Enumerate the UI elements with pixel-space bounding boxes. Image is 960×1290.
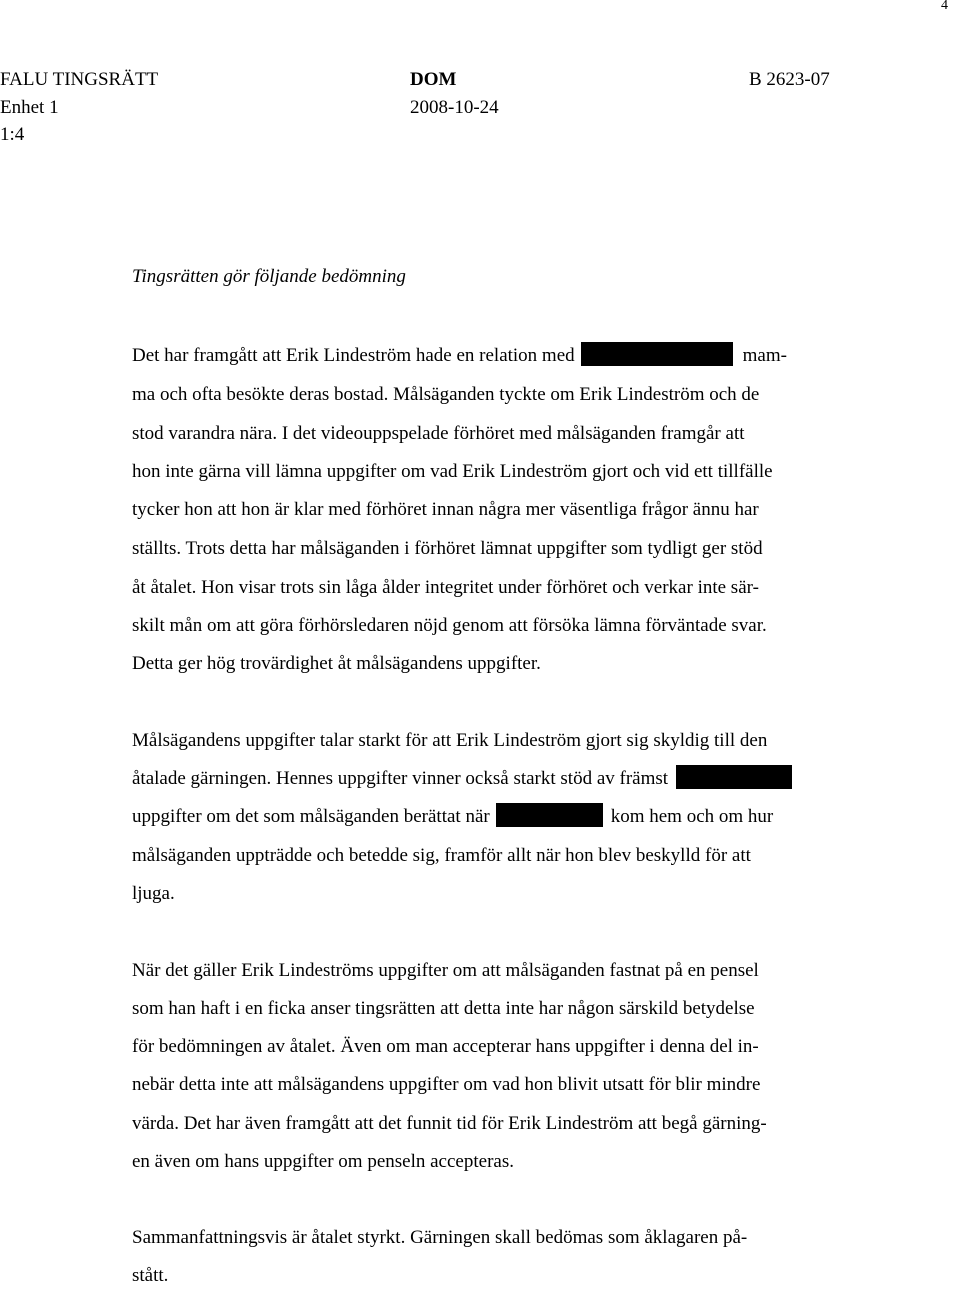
redaction-block: [496, 803, 603, 827]
body-line: nebär detta inte att målsägandens uppgifter om vad hon blivit utsatt för blir mindre: [132, 1074, 761, 1095]
text-segment: mam-: [742, 345, 787, 366]
case-number: B 2623-07: [749, 69, 830, 90]
court-name: FALU TINGSRÄTT: [0, 69, 159, 90]
redaction-block: [581, 342, 733, 366]
document-type: DOM: [410, 69, 457, 90]
body-line: ställts. Trots detta har målsäganden i förhöret lämnat uppgifter som tydligt ger stöd: [132, 538, 763, 559]
page-number: 4: [941, 0, 948, 13]
document-date: 2008-10-24: [410, 97, 499, 118]
body-line: Detta ger hög trovärdighet åt målsägandens uppgifter.: [132, 653, 541, 674]
body-line: stod varandra nära. I det videouppspelade förhöret med målsäganden framgår att: [132, 423, 745, 444]
text-segment: Det har framgått att Erik Lindeström hade en relation med: [132, 345, 575, 366]
text-segment: kom hem och om hur: [610, 806, 774, 827]
body-line: stått.: [132, 1265, 169, 1286]
body-line: för bedömningen av åtalet. Även om man accepterar hans uppgifter i denna del in-: [132, 1036, 759, 1057]
body-line: hon inte gärna vill lämna uppgifter om vad Erik Lindeström gjort och vid ett tillfälle: [132, 461, 773, 482]
text-segment: åtalade gärningen. Hennes uppgifter vinner också starkt stöd av främst: [132, 768, 669, 789]
body-line: skilt mån om att göra förhörsledaren nöjd genom att försöka lämna förväntade svar.: [132, 615, 767, 636]
text-segment: uppgifter om det som målsäganden berättat när: [132, 806, 490, 827]
body-line: [132, 803, 773, 831]
body-line: Sammanfattningsvis är åtalet styrkt. Gärningen skall bedömas som åklagaren på-: [132, 1227, 748, 1248]
body-line: ljuga.: [132, 883, 175, 904]
body-line: Målsägandens uppgifter talar starkt för att Erik Lindeström gjort sig skyldig till den: [132, 730, 768, 751]
body-line: [132, 765, 792, 793]
section-title: Tingsrätten gör följande bedömning: [132, 266, 406, 287]
body-line: värda. Det har även framgått att det funnit tid för Erik Lindeström att begå gärning-: [132, 1113, 767, 1134]
body-line: åt åtalet. Hon visar trots sin låga ålder integritet under förhöret och verkar inte sär-: [132, 577, 759, 598]
body-line: ma och ofta besökte deras bostad. Målsäganden tyckte om Erik Lindeström och de: [132, 384, 760, 405]
court-unit: Enhet 1: [0, 97, 59, 118]
body-line: en även om hans uppgifter om penseln accepteras.: [132, 1151, 514, 1172]
body-line: När det gäller Erik Lindeströms uppgifter om att målsäganden fastnat på en pensel: [132, 960, 759, 981]
body-line: som han haft i en ficka anser tingsrätten att detta inte har någon särskild betydelse: [132, 998, 755, 1019]
body-line: målsäganden uppträdde och betedde sig, framför allt när hon blev beskylld för att: [132, 845, 751, 866]
body-line: tycker hon att hon är klar med förhöret innan några mer väsentliga frågor ännu har: [132, 499, 759, 520]
redaction-block: [676, 765, 792, 789]
body-line: [132, 342, 787, 370]
page-reference: 1:4: [0, 124, 25, 145]
